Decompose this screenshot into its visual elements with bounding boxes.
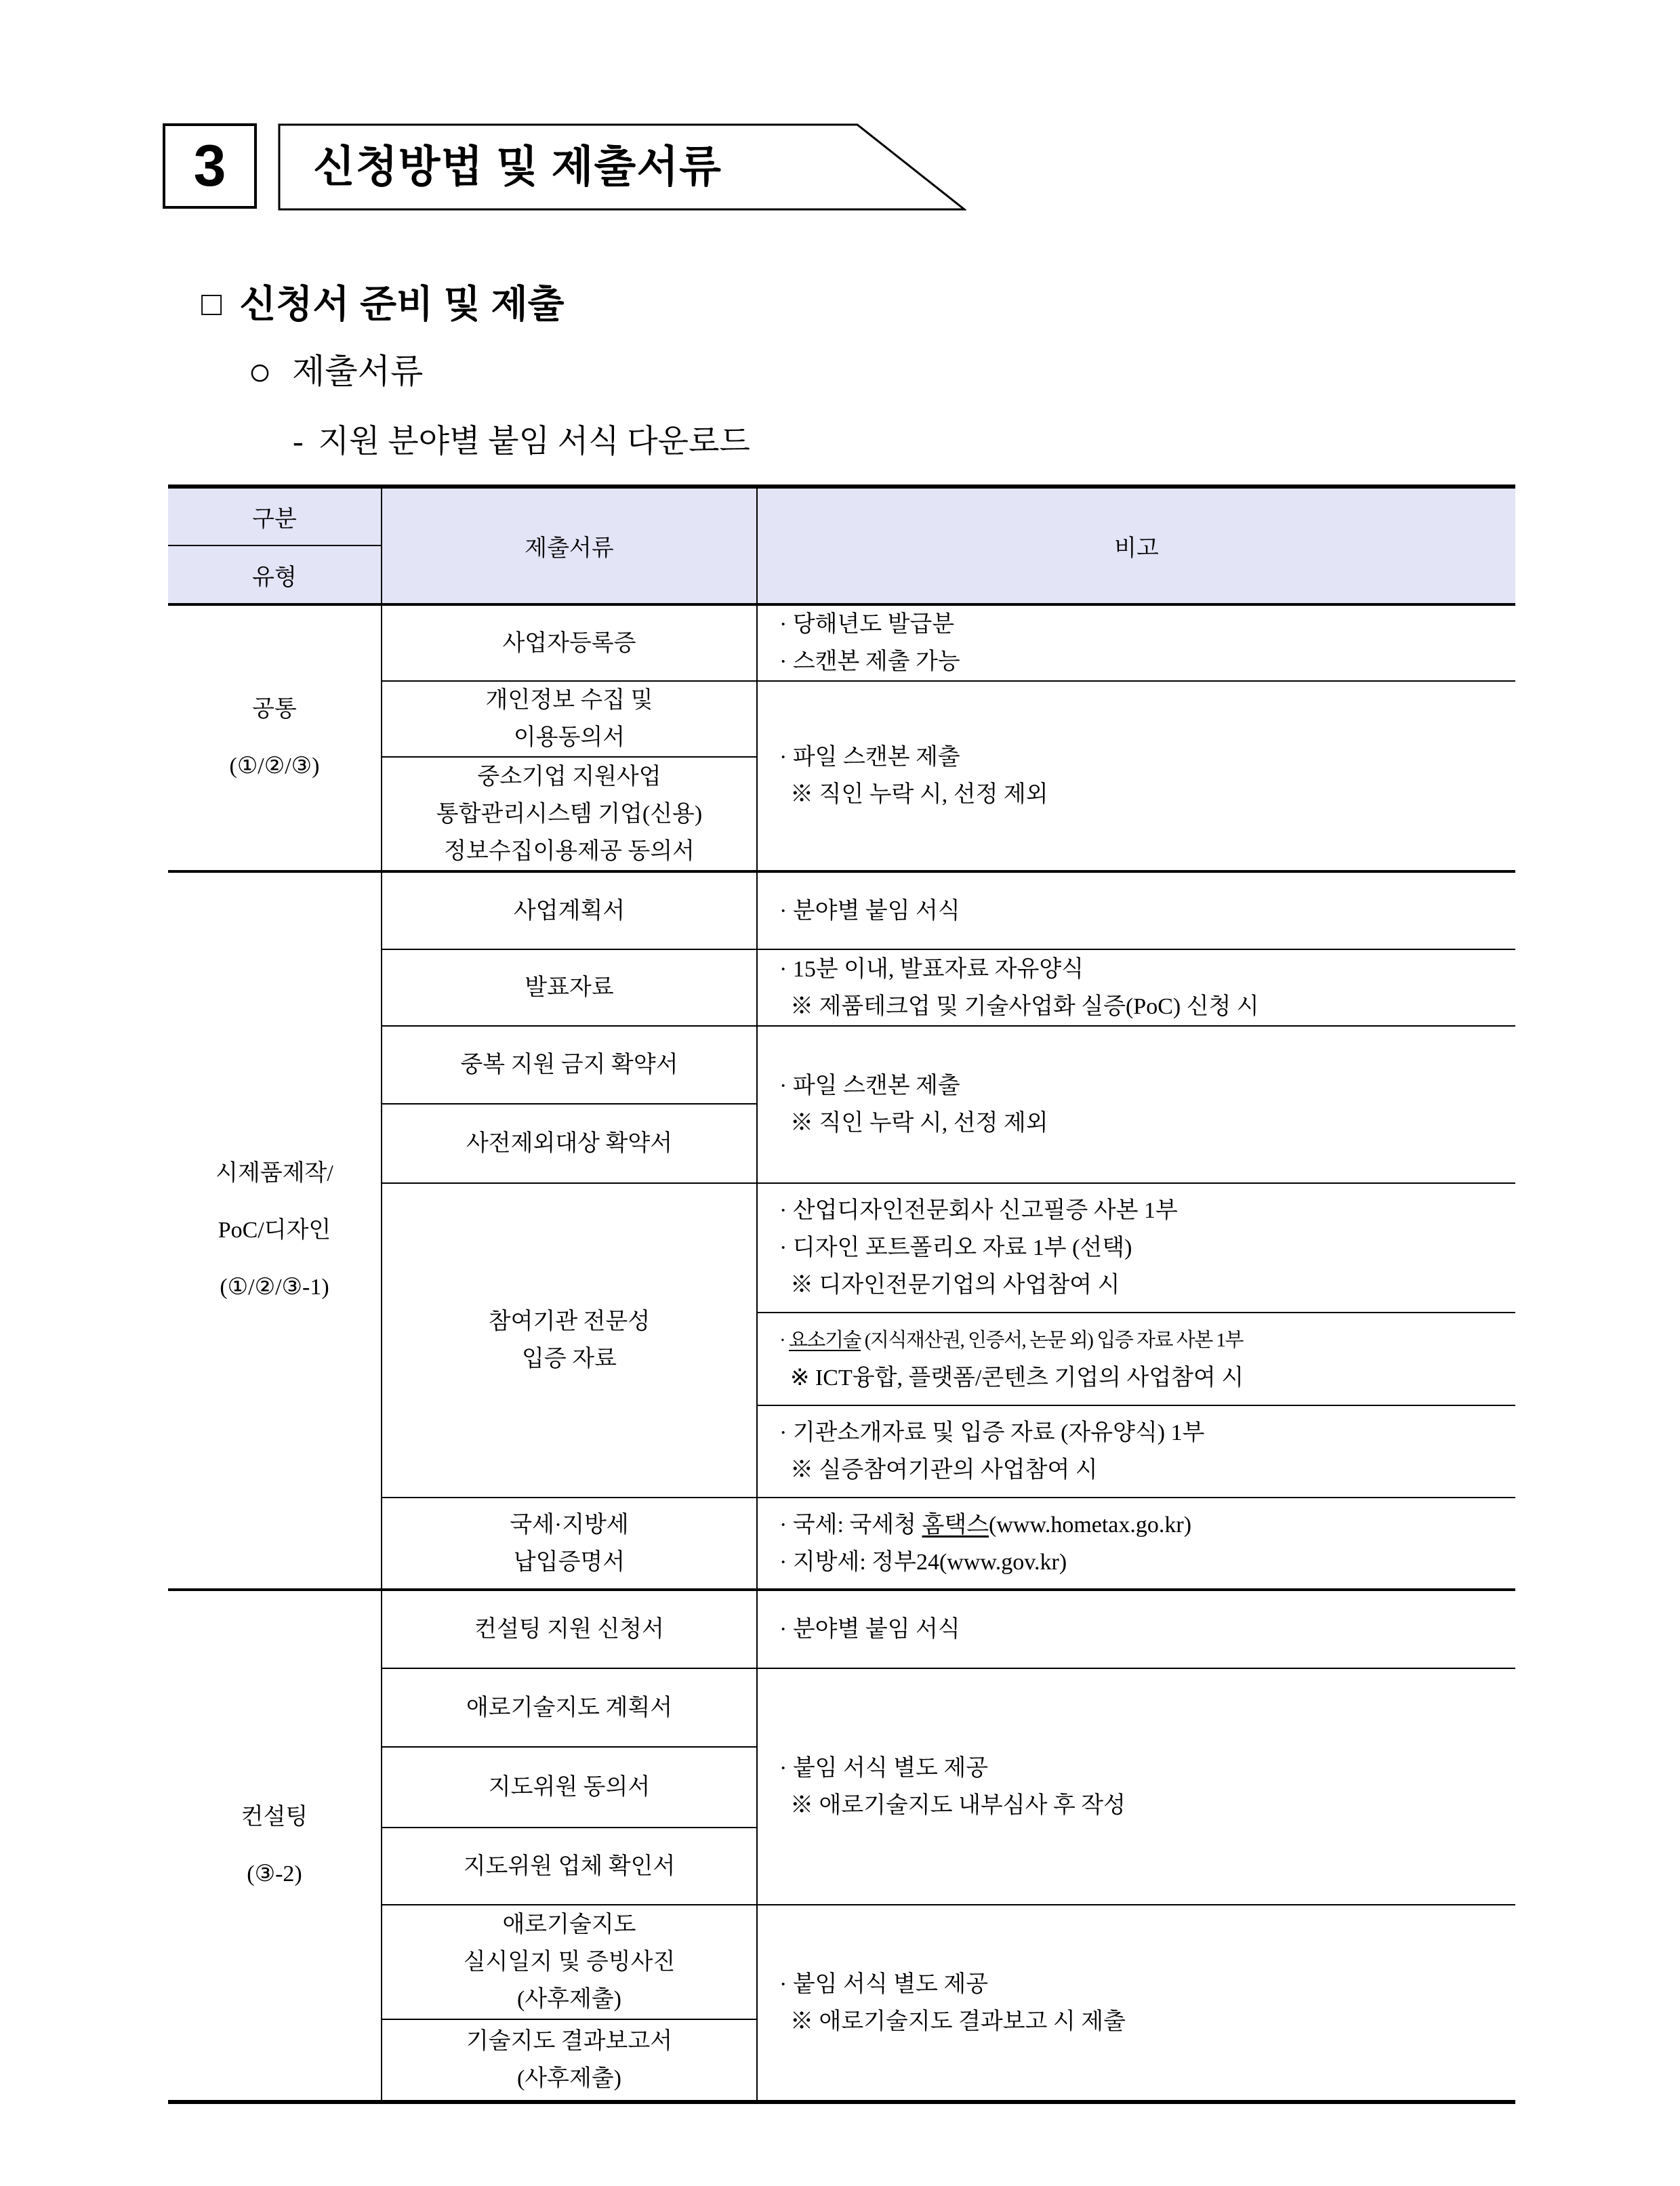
remark-cell — [757, 871, 1515, 949]
doc-cell-participant-expertise-proof — [382, 1183, 757, 1498]
doc-line: 국세·지방세 — [510, 1512, 629, 1538]
remark-line: · 파일 스캔본 제출 — [779, 745, 960, 770]
remark-cell — [757, 1313, 1515, 1405]
doc-cell-advisor-consent — [382, 1747, 757, 1828]
remark-underlined-text: 홈택스 — [922, 1512, 989, 1538]
doc-cell-guidance-result-report — [382, 2019, 757, 2102]
remark-line: ※ 애로기술지도 결과보고 시 제출 — [790, 2008, 1126, 2034]
submission-documents-table — [168, 484, 1515, 2104]
group-label-line: 공통 — [252, 697, 297, 722]
group-label-line: 컨설팅 — [241, 1804, 308, 1830]
doc-cell-pre-exclusion-pledge — [382, 1104, 757, 1183]
remark-line: ※ ICT융합, 플랫폼/콘텐츠 기업의 사업참여 시 — [790, 1365, 1244, 1390]
doc-line: 입증 자료 — [522, 1346, 617, 1372]
table-row — [168, 1590, 1515, 1668]
remark-line: ※ 직인 누락 시, 선정 제외 — [790, 782, 1048, 807]
doc-cell-guidance-log-photos — [382, 1905, 757, 2019]
remark-line: · 분야별 붙임 서식 — [779, 898, 960, 924]
doc-line: 사업계획서 — [513, 898, 626, 924]
doc-cell-tech-guidance-plan — [382, 1668, 757, 1747]
group-label-prototype-poc-design — [168, 871, 382, 1590]
remark-line: ※ 실증참여기관의 사업참여 시 — [790, 1458, 1098, 1483]
remark-cell — [757, 681, 1515, 871]
doc-cell-business-plan — [382, 871, 757, 949]
dash-bullet-icon: - — [293, 424, 304, 459]
remark-line — [779, 1506, 1510, 1544]
doc-cell-business-registration — [382, 604, 757, 681]
remark-line: ※ 직인 누락 시, 선정 제외 — [790, 1111, 1048, 1136]
remark-line: ※ 제품테크업 및 기술사업화 실증(PoC) 신청 시 — [790, 993, 1259, 1019]
heading-submission-documents — [248, 344, 423, 394]
doc-line: (사후제출) — [516, 2066, 622, 2091]
doc-line: (사후제출) — [516, 1987, 622, 2012]
group-label-line: PoC/디자인 — [218, 1218, 331, 1243]
header-cell-gubun: 구분 — [168, 487, 382, 545]
remark-cell — [757, 1026, 1515, 1183]
header-cell-remarks: 비고 — [757, 487, 1515, 604]
remark-text: · — [779, 1329, 789, 1351]
table-row — [168, 604, 1515, 681]
doc-line: 애로기술지도 — [502, 1912, 636, 1937]
remark-underlined-text: 요소기술 — [788, 1329, 861, 1351]
doc-cell-presentation — [382, 949, 757, 1026]
doc-cell-consulting-application — [382, 1590, 757, 1668]
remark-text: · 국세: 국세청 — [779, 1512, 922, 1538]
remark-cell — [757, 1498, 1515, 1590]
heading-application-preparation — [201, 274, 565, 329]
remark-line: · 디자인 포트폴리오 자료 1부 (선택) — [779, 1235, 1132, 1260]
remark-line: · 산업디자인전문회사 신고필증 사본 1부 — [779, 1198, 1178, 1223]
remark-cell — [757, 1905, 1515, 2102]
remark-cell — [757, 1668, 1515, 1905]
heading-1-text: 신청서 준비 및 제출 — [239, 283, 565, 325]
table-row — [168, 871, 1515, 949]
doc-line: 지도위원 동의서 — [488, 1775, 651, 1800]
header-cell-yuhyeong: 유형 — [168, 545, 382, 604]
remark-cell — [757, 604, 1515, 681]
doc-cell-sme-system-consent — [382, 757, 757, 871]
remark-cell — [757, 1183, 1515, 1313]
doc-line: 중복 지원 금지 확약서 — [460, 1052, 678, 1077]
heading-2-text: 제출서류 — [292, 352, 424, 390]
section-title: 신청방법 및 제출서류 — [313, 142, 722, 191]
remark-line: · 기관소개자료 및 입증 자료 (자유양식) 1부 — [779, 1420, 1205, 1445]
doc-cell-tax-payment-certificate — [382, 1498, 757, 1590]
remark-cell — [757, 949, 1515, 1026]
remark-line: · 15분 이내, 발표자료 자유양식 — [779, 956, 1084, 982]
section-number: 3 — [193, 133, 226, 199]
doc-line: 참여기관 전문성 — [488, 1309, 651, 1334]
doc-line: 사전제외대상 확약서 — [466, 1131, 673, 1156]
remark-line: · 스캔본 제출 가능 — [779, 649, 960, 674]
doc-line: 개인정보 수집 및 — [485, 688, 653, 713]
remark-line: · 붙임 서식 별도 제공 — [779, 1971, 989, 1997]
remark-line: · 당해년도 발급분 — [779, 612, 955, 637]
doc-line: 통합관리시스템 기업(신용) — [436, 801, 703, 827]
remark-cell — [757, 1405, 1515, 1498]
doc-line: 사업자등록증 — [502, 630, 636, 656]
group-label-common — [168, 604, 382, 871]
remark-line: · 지방세: 정부24(www.gov.kr) — [779, 1549, 1067, 1575]
group-label-line: (①/②/③) — [229, 754, 320, 779]
doc-cell-advisor-company-confirmation — [382, 1828, 757, 1905]
doc-line: 정보수집이용제공 동의서 — [444, 838, 695, 864]
group-label-line: 시제품제작/ — [216, 1161, 333, 1186]
remark-line — [779, 1322, 1510, 1359]
doc-line: 애로기술지도 계획서 — [466, 1695, 673, 1720]
group-label-line: (①/②/③-1) — [220, 1275, 329, 1300]
group-label-consulting — [168, 1590, 382, 2102]
heading-3-text: 지원 분야별 붙임 서식 다운로드 — [318, 424, 750, 459]
remark-line: ※ 애로기술지도 내부심사 후 작성 — [790, 1792, 1126, 1818]
section-title-banner — [278, 123, 966, 211]
remark-line: ※ 디자인전문기업의 사업참여 시 — [790, 1273, 1120, 1298]
heading-download-forms — [293, 416, 750, 461]
doc-line: 발표자료 — [525, 975, 614, 1000]
remark-text: (www.hometax.go.kr) — [989, 1512, 1192, 1538]
remark-text: (지식재산권, 인증서, 논문 외) 입증 자료 사본 1부 — [860, 1329, 1244, 1351]
remark-cell — [757, 1590, 1515, 1668]
group-label-line: (③-2) — [247, 1861, 302, 1886]
remark-line: · 파일 스캔본 제출 — [779, 1073, 960, 1098]
doc-cell-privacy-consent — [382, 681, 757, 757]
remark-line: · 분야별 붙임 서식 — [779, 1617, 960, 1642]
doc-line: 이용동의서 — [513, 725, 626, 750]
doc-line: 실시일지 및 증빙사진 — [463, 1950, 676, 1975]
doc-line: 지도위원 업체 확인서 — [463, 1853, 676, 1879]
circle-bullet-icon: ○ — [248, 350, 272, 394]
section-number-box — [163, 123, 257, 209]
doc-line: 납입증명서 — [513, 1549, 626, 1575]
doc-line: 기술지도 결과보고서 — [466, 2029, 673, 2054]
doc-line: 중소기업 지원사업 — [477, 764, 661, 789]
doc-cell-no-duplicate-support-pledge — [382, 1026, 757, 1104]
square-bullet-icon: □ — [201, 285, 222, 323]
header-cell-documents: 제출서류 — [382, 487, 757, 604]
remark-line: · 붙임 서식 별도 제공 — [779, 1755, 989, 1781]
doc-line: 컨설팅 지원 신청서 — [474, 1617, 664, 1642]
